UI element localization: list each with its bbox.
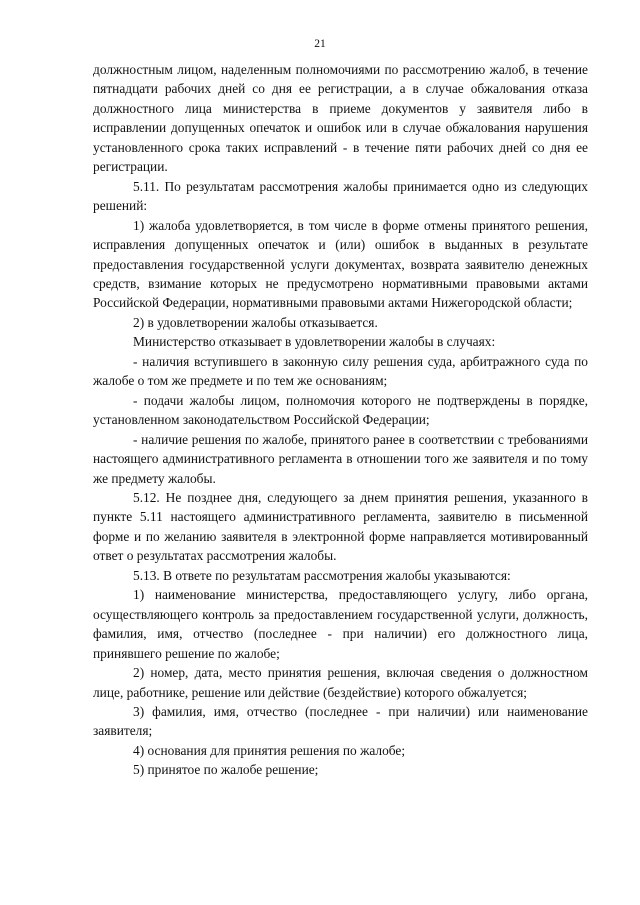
- paragraph-5-11-item-1: 1) жалоба удовлетворяется, в том числе в форме отмены принятого решения, исправления допущенных опечаток и (или) ошибок в выданных в результате предоставления государственной услуги документах, возврата заявителю денежных средств, взимание которых не предусмотрено нормативными правовыми актами Российской Федерации, нормативными правовыми актами Нижегородской области;: [93, 217, 588, 311]
- paragraph-5-11: 5.11. По результатам рассмотрения жалобы принимается одно из следующих решений:: [93, 178, 588, 214]
- paragraph-5-11-item-2: 2) в удовлетворении жалобы отказывается.: [133, 314, 378, 330]
- paragraph-5-13: 5.13. В ответе по результатам рассмотрения жалобы указываются:: [133, 567, 511, 583]
- page-number: 21: [314, 38, 326, 50]
- paragraph-5-13-item-2: 2) номер, дата, место принятия решения, включая сведения о должностном лице, работнике, решение или действие (бездействие) которого обжалуется;: [93, 665, 588, 700]
- paragraph-refusal-case-2: - подачи жалобы лицом, полномочия которого не подтверждены в порядке, установленном законодательством Российской Федерации;: [93, 392, 588, 428]
- paragraph-refusal-cases: Министерство отказывает в удовлетворении жалобы в случаях:: [133, 334, 496, 350]
- paragraph-5-13-item-1: 1) наименование министерства, предоставляющего услугу, либо органа, осуществляющего контроль за предоставлением государственной услуги, должность, фамилия, имя, отчество (последнее - при наличии) его должностного лица, принявшего решение по жалобе;: [93, 587, 588, 661]
- paragraph-5-12: 5.12. Не позднее дня, следующего за днем принятия решения, указанного в пункте 5.11 настоящего административного регламента, заявителю в письменной форме и по желанию заявителя в электронной форме направляется мотивированный ответ о результатах рассмотрения жалобы.: [93, 489, 588, 564]
- paragraph-5-13-item-3: 3) фамилия, имя, отчество (последнее - при наличии) или наименование заявителя;: [93, 703, 588, 739]
- paragraph-continuation: должностным лицом, наделенным полномочиями по рассмотрению жалоб, в течение пятнадцати рабочих дней со дня ее регистрации, а в случае обжалования отказа должностного лица министерства в приеме документов у заявителя либо в исправлении допущенных опечаток и ошибок или в случае обжалования нарушения установленного срока таких исправлений - в течение пяти рабочих дней со дня ее регистрации.: [93, 62, 588, 175]
- paragraph-refusal-case-1: - наличия вступившего в законную силу решения суда, арбитражного суда по жалобе о том же предмете и по тем же основаниям;: [93, 353, 588, 389]
- document-body: [93, 60, 588, 780]
- paragraph-refusal-case-3: - наличие решения по жалобе, принятого ранее в соответствии с требованиями настоящего административного регламента в отношении того же заявителя и по тому же предмету жалобы.: [93, 431, 588, 486]
- paragraph-5-13-item-5: 5) принятое по жалобе решение;: [133, 762, 319, 778]
- paragraph-5-13-item-4: 4) основания для принятия решения по жалобе;: [133, 742, 406, 758]
